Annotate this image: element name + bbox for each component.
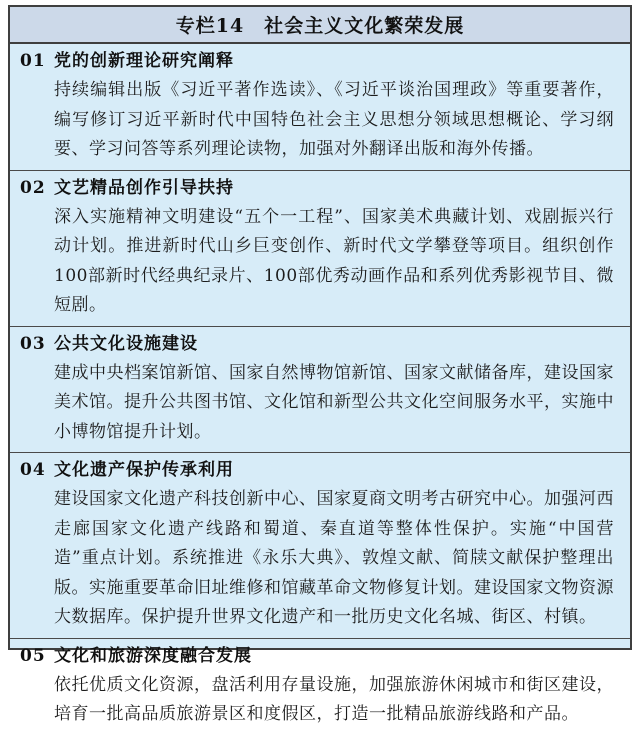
section-header	[20, 47, 614, 76]
section-number: 01	[20, 51, 46, 71]
section-heading: 文艺精品创作引导扶持	[54, 177, 234, 198]
section-number: 05	[20, 645, 46, 666]
section-number: 04	[20, 460, 46, 480]
column-panel	[8, 5, 632, 724]
section-heading: 公共文化设施建设	[54, 333, 198, 354]
section-heading: 党的创新理论研究阐释	[54, 51, 234, 71]
section-paragraph: 依托优质文化资源，盘活利用存量设施，加强旅游休闲城市和街区建设，培育一批高品质旅游景区和度假区，打造一批精品旅游线路和产品。	[54, 674, 614, 724]
section-list	[10, 44, 630, 735]
section-item	[10, 44, 630, 170]
panel-title: 专栏14 社会主义文化繁荣发展	[175, 15, 465, 37]
section-number: 03	[20, 333, 46, 354]
section-paragraph: 建成中央档案馆新馆、国家自然博物馆新馆、国家文献储备库，建设国家美术馆。提升公共图书馆、文化馆和新型公共文化空间服务水平，实施中小博物馆提升计划。	[54, 362, 614, 442]
section-item	[10, 638, 630, 735]
section-header	[20, 642, 614, 671]
section-heading: 文化和旅游深度融合发展	[54, 645, 252, 666]
section-paragraph: 持续编辑出版《习近平著作选读》、《习近平谈治国理政》等重要著作，编写修订习近平新时代中国特色社会主义思想分领域思想概论、学习纲要、学习问答等系列理论读物，加强对外翻译出版和海外传播。	[54, 80, 614, 159]
section-item	[10, 452, 630, 638]
section-header	[20, 330, 614, 359]
section-paragraph: 建设国家文化遗产科技创新中心、国家夏商文明考古研究中心。加强河西走廊国家文化遗产线路和蜀道、秦直道等整体性保护。实施“中国营造”重点计划。系统推进《永乐大典》、敦煌文献、简牍文献保护整理出版。实施重要革命旧址维修和馆藏革命文物修复计划。建设国家文物资源大数据库。保护提升世界文化遗产和一批历史文化名城、街区、村镇。	[54, 489, 614, 627]
section-paragraph: 深入实施精神文明建设“五个一工程”、国家美术典藏计划、戏剧振兴行动计划。推进新时代山乡巨变创作、新时代文学攀登等项目。组织创作100部新时代经典纪录片、100部优秀动画作品和系列优秀影视节目、微短剧。	[54, 206, 614, 315]
section-header	[20, 456, 614, 485]
section-heading: 文化遗产保护传承利用	[54, 460, 234, 480]
panel-title-bar	[10, 7, 630, 44]
section-item	[10, 170, 630, 326]
section-item	[10, 326, 630, 453]
section-number: 02	[20, 177, 46, 198]
section-header	[20, 174, 614, 203]
